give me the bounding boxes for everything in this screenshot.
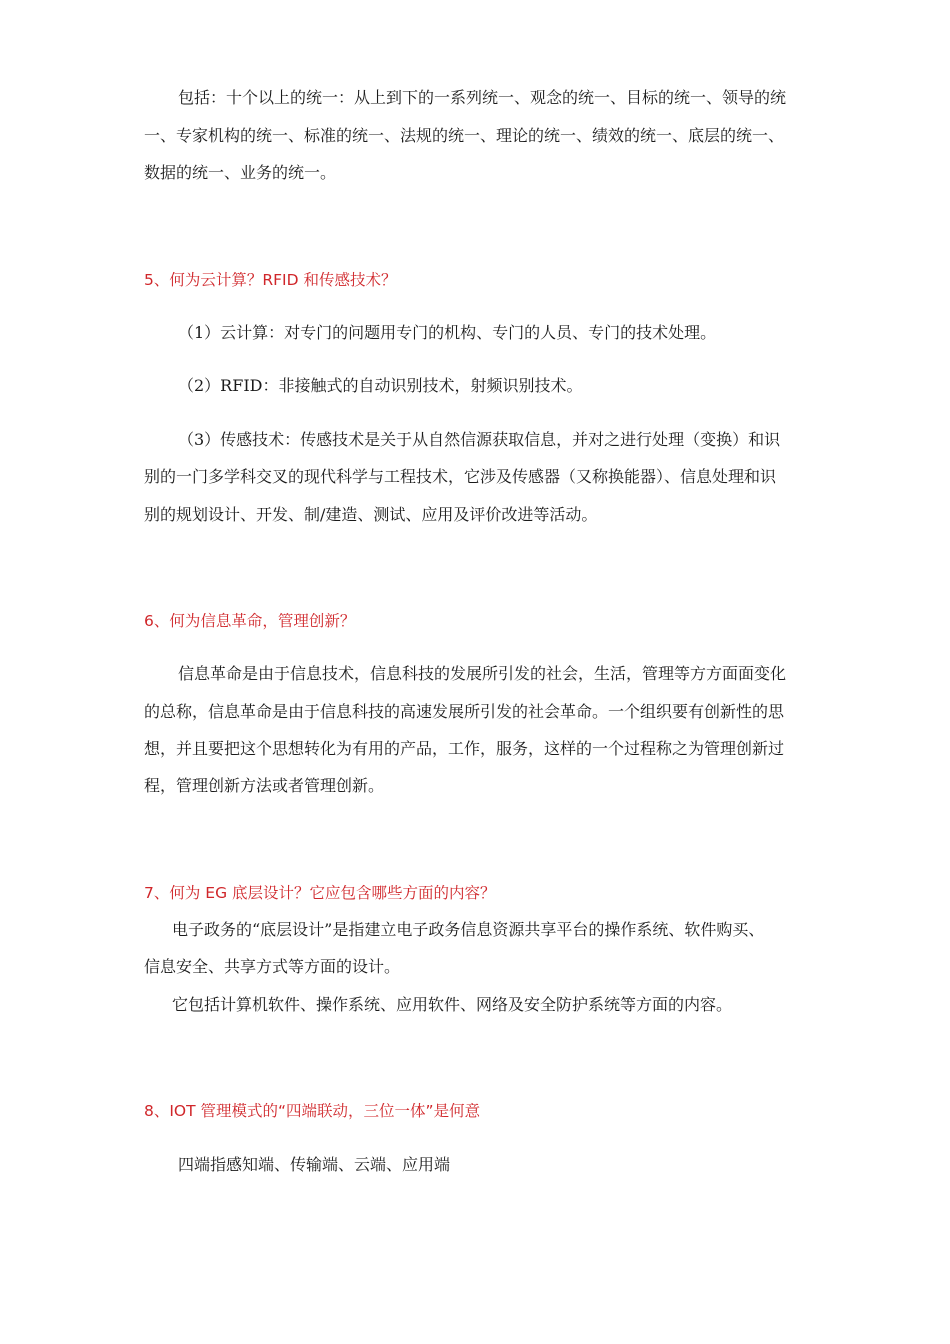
q6-line-4: 程，管理创新方法或者管理创新。 [144,776,385,795]
q6-line-2: 的总称，信息革命是由于信息科技的高速发展所引发的社会革命。一个组织要有创新性的思 [144,702,785,721]
question-7-heading: 7、何为 EG 底层设计？它应包含哪些方面的内容？ [144,884,496,902]
q7-para1-line-1: 电子政务的“底层设计”是指建立电子政务信息资源共享平台的操作系统、软件购买、 [172,920,765,939]
question-6-heading: 6、何为信息革命，管理创新？ [144,612,356,630]
q8-answer: 四端指感知端、传输端、云端、应用端 [178,1155,451,1174]
q5-item-cloud: （1）云计算：对专门的问题用专门的机构、专门的人员、专门的技术处理。 [178,323,717,342]
q6-line-3: 想，并且要把这个思想转化为有用的产品，工作，服务，这样的一个过程称之为管理创新过 [144,739,785,758]
q5-item-sensor-line-2: 别的一门多学科交叉的现代科学与工程技术，它涉及传感器（又称换能器）、信息处理和识 [144,467,777,486]
q7-para2: 它包括计算机软件、操作系统、应用软件、网络及安全防护系统等方面的内容。 [172,995,733,1014]
intro-line-1: 包括：十个以上的统一：从上到下的一系列统一、观念的统一、目标的统一、领导的统 [178,88,787,107]
q6-line-1: 信息革命是由于信息技术，信息科技的发展所引发的社会，生活，管理等方方面面变化 [178,664,787,683]
intro-line-3: 数据的统一、业务的统一。 [144,163,337,182]
question-5-heading: 5、何为云计算？RFID 和传感技术？ [144,271,397,289]
q5-item-rfid: （2）RFID：非接触式的自动识别技术，射频识别技术。 [178,376,583,395]
q7-para1-line-2: 信息安全、共享方式等方面的设计。 [144,957,401,976]
q5-item-sensor-line-1: （3）传感技术：传感技术是关于从自然信源获取信息，并对之进行处理（变换）和识 [178,430,781,449]
question-8-heading: 8、IOT 管理模式的“四端联动，三位一体”是何意 [144,1102,481,1120]
q5-item-sensor-line-3: 别的规划设计、开发、制/建造、测试、应用及评价改进等活动。 [144,505,598,524]
intro-line-2: 一、专家机构的统一、标准的统一、法规的统一、理论的统一、绩效的统一、底层的统一、 [144,126,785,145]
